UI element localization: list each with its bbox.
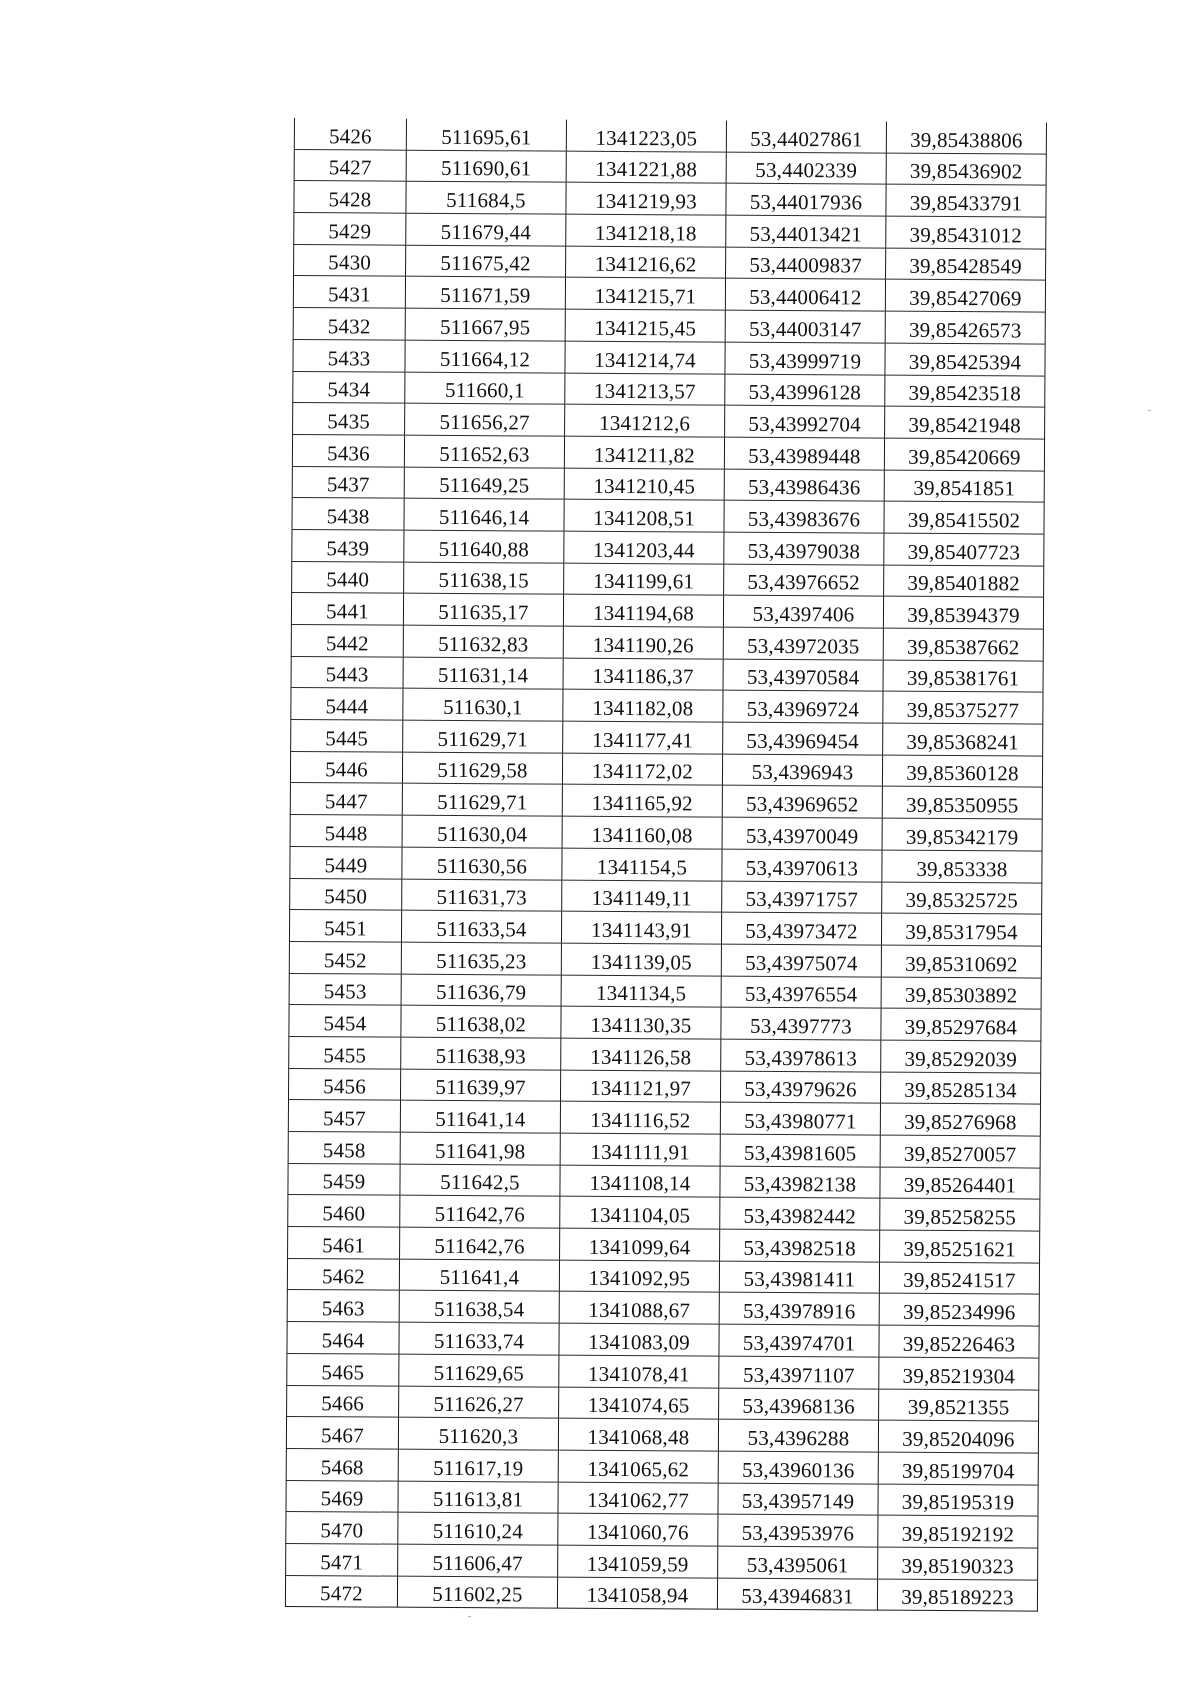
latitude-cell: 53,44013421 [726, 215, 886, 248]
point-number-cell: 5459 [288, 1163, 400, 1195]
point-number-cell: 5455 [289, 1036, 401, 1068]
longitude-cell: 39,85427069 [885, 280, 1045, 313]
x-coordinate-cell: 511639,97 [401, 1069, 561, 1102]
longitude-cell: 39,85415502 [884, 501, 1044, 534]
x-coordinate-cell: 511630,1 [403, 689, 563, 722]
latitude-cell: 53,43986436 [724, 469, 884, 502]
latitude-cell: 53,43996128 [725, 374, 885, 407]
latitude-cell: 53,43981411 [719, 1261, 879, 1294]
longitude-cell: 39,85190323 [878, 1547, 1038, 1580]
latitude-cell: 53,43970584 [723, 659, 883, 692]
x-coordinate-cell: 511633,54 [401, 910, 561, 943]
x-coordinate-cell: 511631,73 [402, 879, 562, 912]
x-coordinate-cell: 511630,56 [402, 847, 562, 880]
x-coordinate-cell: 511626,27 [399, 1386, 559, 1419]
table-row [294, 118, 1046, 154]
x-coordinate-cell: 511642,76 [400, 1227, 560, 1260]
y-coordinate-cell: 1341060,76 [558, 1513, 718, 1546]
y-coordinate-cell: 1341221,88 [566, 151, 726, 184]
table-row [287, 1322, 1039, 1358]
longitude-cell: 39,85204096 [878, 1420, 1038, 1453]
longitude-cell: 39,85258255 [880, 1198, 1040, 1231]
latitude-cell: 53,44017936 [726, 184, 886, 217]
longitude-cell: 39,85241517 [879, 1262, 1039, 1295]
y-coordinate-cell: 1341160,08 [562, 816, 722, 849]
latitude-cell: 53,43969724 [723, 691, 883, 724]
table-row [292, 498, 1044, 534]
longitude-cell: 39,8541851 [884, 470, 1044, 503]
y-coordinate-cell: 1341190,26 [563, 626, 723, 659]
table-row [286, 1417, 1038, 1453]
point-number-cell: 5431 [293, 276, 405, 308]
longitude-cell: 39,85303892 [881, 977, 1041, 1010]
y-coordinate-cell: 1341213,57 [565, 373, 725, 406]
y-coordinate-cell: 1341130,35 [561, 1006, 721, 1039]
longitude-cell: 39,85199704 [878, 1452, 1038, 1485]
y-coordinate-cell: 1341208,51 [564, 499, 724, 532]
point-number-cell: 5449 [290, 846, 402, 878]
longitude-cell: 39,85431012 [886, 216, 1046, 249]
table-row [290, 815, 1042, 851]
x-coordinate-cell: 511664,12 [405, 340, 565, 373]
longitude-cell: 39,85310692 [881, 945, 1041, 978]
latitude-cell: 53,43973472 [721, 912, 881, 945]
y-coordinate-cell: 1341215,45 [565, 309, 725, 342]
x-coordinate-cell: 511679,44 [406, 213, 566, 246]
point-number-cell: 5458 [288, 1131, 400, 1163]
x-coordinate-cell: 511649,25 [404, 467, 564, 500]
table-row [290, 783, 1042, 819]
x-coordinate-cell: 511620,3 [398, 1417, 558, 1450]
longitude-cell: 39,85394379 [883, 596, 1043, 629]
latitude-cell: 53,43975074 [721, 944, 881, 977]
point-number-cell: 5446 [290, 751, 402, 783]
longitude-cell: 39,85195319 [878, 1484, 1038, 1517]
x-coordinate-cell: 511695,61 [406, 119, 566, 151]
y-coordinate-cell: 1341214,74 [565, 341, 725, 374]
coordinates-table [285, 118, 1047, 1612]
table-row [293, 403, 1045, 439]
latitude-cell: 53,43960136 [718, 1451, 878, 1484]
y-coordinate-cell: 1341186,37 [563, 658, 723, 691]
point-number-cell: 5442 [291, 624, 403, 656]
y-coordinate-cell: 1341223,05 [566, 120, 726, 152]
latitude-cell: 53,43980771 [720, 1102, 880, 1135]
latitude-cell: 53,43978916 [719, 1293, 879, 1326]
latitude-cell: 53,43970613 [722, 849, 882, 882]
point-number-cell: 5444 [291, 688, 403, 720]
table-row [286, 1543, 1038, 1579]
longitude-cell: 39,85342179 [882, 818, 1042, 851]
longitude-cell: 39,85297684 [881, 1008, 1041, 1041]
longitude-cell: 39,85421948 [885, 406, 1045, 439]
longitude-cell: 39,85270057 [880, 1135, 1040, 1168]
longitude-cell: 39,85428549 [886, 248, 1046, 281]
longitude-cell: 39,85292039 [881, 1040, 1041, 1073]
y-coordinate-cell: 1341108,14 [560, 1165, 720, 1198]
table-row [290, 751, 1042, 787]
longitude-cell: 39,85192192 [878, 1515, 1038, 1548]
table-row [294, 213, 1046, 249]
table-row [289, 973, 1041, 1009]
table-row [292, 529, 1044, 565]
x-coordinate-cell: 511660,1 [405, 372, 565, 405]
x-coordinate-cell: 511641,14 [400, 1100, 560, 1133]
longitude-cell: 39,85264401 [880, 1167, 1040, 1200]
latitude-cell: 53,4396943 [722, 754, 882, 787]
point-number-cell: 5467 [286, 1417, 398, 1449]
longitude-cell: 39,85219304 [879, 1357, 1039, 1390]
latitude-cell: 53,43974701 [719, 1324, 879, 1357]
point-number-cell: 5439 [292, 529, 404, 561]
table-row [290, 878, 1042, 914]
y-coordinate-cell: 1341111,91 [560, 1133, 720, 1166]
longitude-cell: 39,85438806 [886, 122, 1046, 154]
latitude-cell: 53,44006412 [725, 279, 885, 312]
table-row [292, 561, 1044, 597]
x-coordinate-cell: 511671,59 [405, 277, 565, 310]
longitude-cell: 39,85285134 [880, 1072, 1040, 1105]
x-coordinate-cell: 511642,76 [400, 1196, 560, 1229]
x-coordinate-cell: 511602,25 [397, 1576, 557, 1609]
latitude-cell: 53,43972035 [723, 627, 883, 660]
longitude-cell: 39,85401882 [884, 565, 1044, 598]
latitude-cell: 53,4397406 [723, 595, 883, 628]
point-number-cell: 5435 [293, 403, 405, 435]
longitude-cell: 39,85425394 [885, 343, 1045, 376]
point-number-cell: 5426 [294, 118, 406, 150]
y-coordinate-cell: 1341203,44 [564, 531, 724, 564]
latitude-cell: 53,43979626 [720, 1071, 880, 1104]
latitude-cell: 53,43946831 [717, 1578, 877, 1611]
point-number-cell: 5460 [288, 1195, 400, 1227]
point-number-cell: 5429 [294, 213, 406, 245]
y-coordinate-cell: 1341062,77 [558, 1482, 718, 1515]
y-coordinate-cell: 1341139,05 [561, 943, 721, 976]
latitude-cell: 53,43978613 [721, 1039, 881, 1072]
table-row [286, 1448, 1038, 1484]
point-number-cell: 5451 [289, 910, 401, 942]
table-row [291, 720, 1043, 756]
y-coordinate-cell: 1341143,91 [561, 911, 721, 944]
y-coordinate-cell: 1341116,52 [560, 1101, 720, 1134]
longitude-cell: 39,85368241 [883, 723, 1043, 756]
point-number-cell: 5427 [294, 149, 406, 181]
latitude-cell: 53,43968136 [719, 1388, 879, 1421]
x-coordinate-cell: 511633,74 [399, 1322, 559, 1355]
table-row [286, 1480, 1038, 1516]
y-coordinate-cell: 1341068,48 [558, 1418, 718, 1451]
x-coordinate-cell: 511631,14 [403, 657, 563, 690]
point-number-cell: 5450 [290, 878, 402, 910]
x-coordinate-cell: 511675,42 [406, 245, 566, 278]
x-coordinate-cell: 511667,95 [405, 308, 565, 341]
point-number-cell: 5468 [286, 1448, 398, 1480]
x-coordinate-cell: 511640,88 [404, 530, 564, 563]
y-coordinate-cell: 1341083,09 [559, 1323, 719, 1356]
latitude-cell: 53,4402339 [726, 152, 886, 185]
longitude-cell: 39,85226463 [879, 1325, 1039, 1358]
y-coordinate-cell: 1341219,93 [566, 183, 726, 216]
point-number-cell: 5454 [289, 1005, 401, 1037]
table-row [285, 1575, 1037, 1611]
y-coordinate-cell: 1341172,02 [562, 753, 722, 786]
x-coordinate-cell: 511638,54 [399, 1291, 559, 1324]
table-row [291, 624, 1043, 660]
longitude-cell: 39,85317954 [881, 913, 1041, 946]
latitude-cell: 53,43979038 [724, 532, 884, 565]
x-coordinate-cell: 511629,71 [402, 784, 562, 817]
y-coordinate-cell: 1341215,71 [565, 278, 725, 311]
point-number-cell: 5436 [292, 434, 404, 466]
longitude-cell: 39,85325725 [882, 882, 1042, 915]
longitude-cell: 39,85433791 [886, 184, 1046, 217]
table-row [287, 1258, 1039, 1294]
table-row [291, 593, 1043, 629]
x-coordinate-cell: 511641,4 [399, 1259, 559, 1292]
latitude-cell: 53,43969454 [723, 722, 883, 755]
y-coordinate-cell: 1341099,64 [560, 1228, 720, 1261]
longitude-cell: 39,85350955 [882, 787, 1042, 820]
table-row [291, 656, 1043, 692]
point-number-cell: 5464 [287, 1322, 399, 1354]
latitude-cell: 53,4396288 [718, 1419, 878, 1452]
latitude-cell: 53,43976554 [721, 976, 881, 1009]
table-row [291, 688, 1043, 724]
x-coordinate-cell: 511632,83 [403, 625, 563, 658]
x-coordinate-cell: 511629,71 [403, 720, 563, 753]
y-coordinate-cell: 1341121,97 [560, 1070, 720, 1103]
latitude-cell: 53,43999719 [725, 342, 885, 375]
point-number-cell: 5456 [289, 1068, 401, 1100]
y-coordinate-cell: 1341165,92 [562, 785, 722, 818]
y-coordinate-cell: 1341134,5 [561, 975, 721, 1008]
table-row [289, 1036, 1041, 1072]
latitude-cell: 53,43957149 [718, 1483, 878, 1516]
table-row [288, 1227, 1040, 1263]
table-row [293, 308, 1045, 344]
x-coordinate-cell: 511684,5 [406, 182, 566, 215]
table-row [288, 1163, 1040, 1199]
point-number-cell: 5463 [287, 1290, 399, 1322]
longitude-cell: 39,85360128 [882, 755, 1042, 788]
latitude-cell: 53,43982518 [720, 1229, 880, 1262]
latitude-cell: 53,43982138 [720, 1166, 880, 1199]
y-coordinate-cell: 1341126,58 [561, 1038, 721, 1071]
point-number-cell: 5443 [291, 656, 403, 688]
longitude-cell: 39,85420669 [884, 438, 1044, 471]
point-number-cell: 5465 [287, 1353, 399, 1385]
longitude-cell: 39,85251621 [880, 1230, 1040, 1263]
table-row [293, 339, 1045, 375]
point-number-cell: 5462 [287, 1258, 399, 1290]
latitude-cell: 53,44009837 [726, 247, 886, 280]
table-row [294, 244, 1046, 280]
x-coordinate-cell: 511630,04 [402, 815, 562, 848]
point-number-cell: 5428 [294, 181, 406, 213]
point-number-cell: 5438 [292, 498, 404, 530]
x-coordinate-cell: 511636,79 [401, 974, 561, 1007]
y-coordinate-cell: 1341182,08 [563, 690, 723, 723]
table-row [292, 466, 1044, 502]
latitude-cell: 53,43989448 [724, 437, 884, 470]
point-number-cell: 5452 [289, 941, 401, 973]
y-coordinate-cell: 1341149,11 [562, 880, 722, 913]
table-row [289, 941, 1041, 977]
latitude-cell: 53,43970049 [722, 817, 882, 850]
y-coordinate-cell: 1341154,5 [562, 848, 722, 881]
x-coordinate-cell: 511629,58 [402, 752, 562, 785]
latitude-cell: 53,43982442 [720, 1197, 880, 1230]
point-number-cell: 5472 [285, 1575, 397, 1607]
point-number-cell: 5433 [293, 339, 405, 371]
table-row [288, 1131, 1040, 1167]
table-row [294, 149, 1046, 185]
point-number-cell: 5469 [286, 1480, 398, 1512]
point-number-cell: 5437 [292, 466, 404, 498]
point-number-cell: 5430 [294, 244, 406, 276]
x-coordinate-cell: 511629,65 [399, 1354, 559, 1387]
latitude-cell: 53,43981605 [720, 1134, 880, 1167]
table-row [287, 1353, 1039, 1389]
y-coordinate-cell: 1341212,6 [565, 404, 725, 437]
coordinates-table-body [285, 118, 1046, 1611]
longitude-cell: 39,85423518 [885, 375, 1045, 408]
table-row [286, 1512, 1038, 1548]
longitude-cell: 39,85276968 [880, 1103, 1040, 1136]
table-row [290, 846, 1042, 882]
x-coordinate-cell: 511638,15 [404, 562, 564, 595]
longitude-cell: 39,85189223 [877, 1579, 1037, 1612]
point-number-cell: 5466 [287, 1385, 399, 1417]
table-row [288, 1195, 1040, 1231]
x-coordinate-cell: 511656,27 [405, 403, 565, 436]
y-coordinate-cell: 1341074,65 [559, 1387, 719, 1420]
table-row [293, 276, 1045, 312]
longitude-cell: 39,853338 [882, 850, 1042, 883]
table-row [287, 1385, 1039, 1421]
latitude-cell: 53,43971107 [719, 1356, 879, 1389]
table-row [289, 1068, 1041, 1104]
y-coordinate-cell: 1341199,61 [564, 563, 724, 596]
y-coordinate-cell: 1341058,94 [557, 1577, 717, 1610]
table-row [289, 910, 1041, 946]
point-number-cell: 5457 [288, 1100, 400, 1132]
y-coordinate-cell: 1341088,67 [559, 1292, 719, 1325]
longitude-cell: 39,85407723 [884, 533, 1044, 566]
x-coordinate-cell: 511641,98 [400, 1132, 560, 1165]
y-coordinate-cell: 1341210,45 [564, 468, 724, 501]
latitude-cell: 53,43976652 [724, 564, 884, 597]
point-number-cell: 5440 [292, 561, 404, 593]
point-number-cell: 5448 [290, 815, 402, 847]
latitude-cell: 53,43953976 [718, 1514, 878, 1547]
y-coordinate-cell: 1341177,41 [563, 721, 723, 754]
x-coordinate-cell: 511613,81 [398, 1481, 558, 1514]
point-number-cell: 5434 [293, 371, 405, 403]
longitude-cell: 39,85436902 [886, 153, 1046, 186]
latitude-cell: 53,43992704 [725, 405, 885, 438]
table-row [289, 1005, 1041, 1041]
table-row [287, 1290, 1039, 1326]
longitude-cell: 39,8521355 [879, 1389, 1039, 1422]
point-number-cell: 5471 [286, 1543, 398, 1575]
y-coordinate-cell: 1341104,05 [560, 1197, 720, 1230]
table-row [293, 371, 1045, 407]
y-coordinate-cell: 1341059,59 [558, 1545, 718, 1578]
latitude-cell: 53,43969652 [722, 786, 882, 819]
longitude-cell: 39,85381761 [883, 660, 1043, 693]
latitude-cell: 53,44003147 [725, 310, 885, 343]
x-coordinate-cell: 511642,5 [400, 1164, 560, 1197]
latitude-cell: 53,43983676 [724, 500, 884, 533]
point-number-cell: 5461 [288, 1227, 400, 1259]
x-coordinate-cell: 511646,14 [404, 498, 564, 531]
longitude-cell: 39,85375277 [883, 691, 1043, 724]
latitude-cell: 53,43971757 [722, 881, 882, 914]
x-coordinate-cell: 511652,63 [404, 435, 564, 468]
y-coordinate-cell: 1341216,62 [566, 246, 726, 279]
latitude-cell: 53,4395061 [718, 1546, 878, 1579]
x-coordinate-cell: 511610,24 [398, 1512, 558, 1545]
y-coordinate-cell: 1341092,95 [559, 1260, 719, 1293]
point-number-cell: 5447 [290, 783, 402, 815]
x-coordinate-cell: 511638,02 [401, 1005, 561, 1038]
scan-speck [468, 1616, 471, 1617]
longitude-cell: 39,85234996 [879, 1294, 1039, 1327]
x-coordinate-cell: 511690,61 [406, 150, 566, 183]
y-coordinate-cell: 1341194,68 [563, 594, 723, 627]
table-row [292, 434, 1044, 470]
table-row [288, 1100, 1040, 1136]
point-number-cell: 5453 [289, 973, 401, 1005]
y-coordinate-cell: 1341078,41 [559, 1355, 719, 1388]
latitude-cell: 53,44027861 [726, 121, 886, 153]
longitude-cell: 39,85426573 [885, 311, 1045, 344]
x-coordinate-cell: 511635,23 [401, 942, 561, 975]
y-coordinate-cell: 1341065,62 [558, 1450, 718, 1483]
x-coordinate-cell: 511606,47 [398, 1544, 558, 1577]
point-number-cell: 5441 [291, 593, 403, 625]
x-coordinate-cell: 511617,19 [398, 1449, 558, 1482]
y-coordinate-cell: 1341211,82 [564, 436, 724, 469]
scan-speck [1148, 410, 1151, 411]
longitude-cell: 39,85387662 [883, 628, 1043, 661]
x-coordinate-cell: 511635,17 [403, 593, 563, 626]
point-number-cell: 5470 [286, 1512, 398, 1544]
latitude-cell: 53,4397773 [721, 1007, 881, 1040]
point-number-cell: 5445 [291, 720, 403, 752]
x-coordinate-cell: 511638,93 [401, 1037, 561, 1070]
table-row [294, 181, 1046, 217]
point-number-cell: 5432 [293, 308, 405, 340]
y-coordinate-cell: 1341218,18 [566, 214, 726, 247]
